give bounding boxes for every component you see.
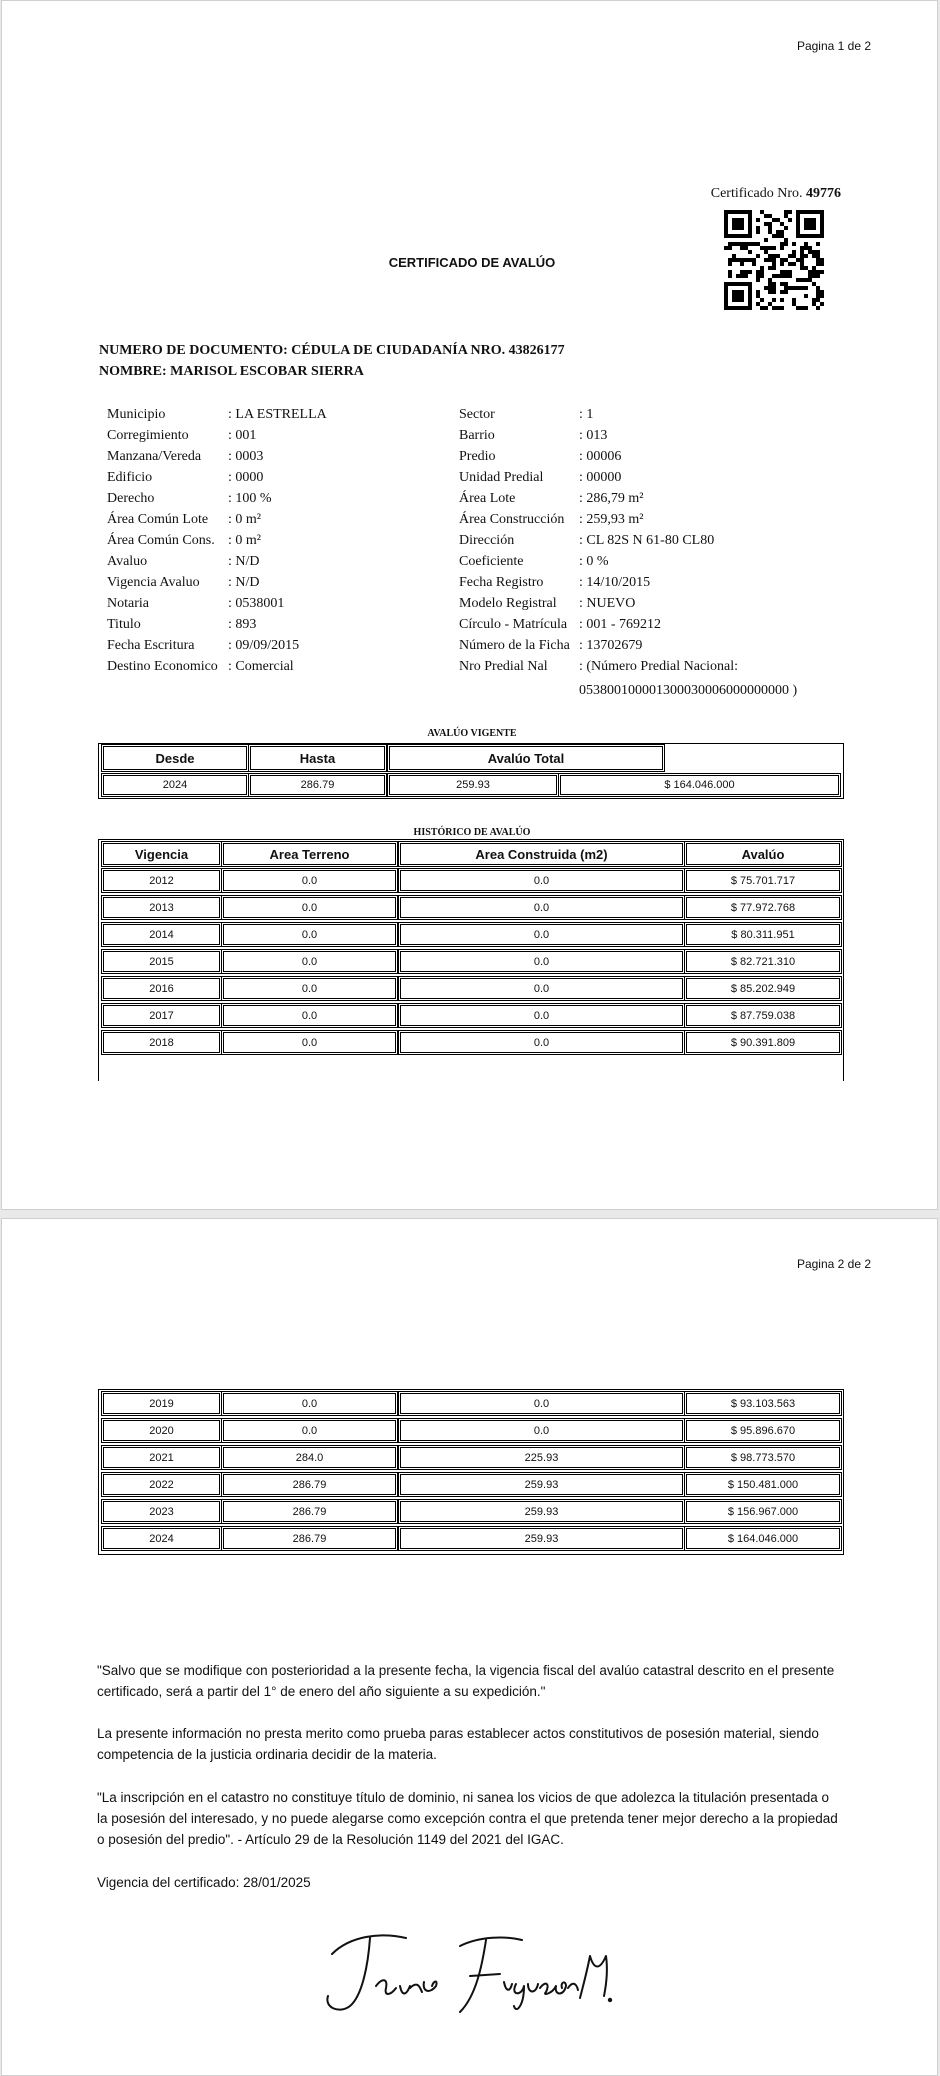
history-cell: 259.93 (400, 1528, 683, 1549)
history-cell: 2012 (103, 870, 220, 891)
right-field-label: Sector (459, 407, 495, 422)
left-field-value: : Comercial (228, 659, 294, 674)
left-field-value: : 0538001 (228, 596, 285, 611)
right-field-value: : 13702679 (579, 638, 643, 653)
history-cell: 2023 (103, 1501, 220, 1522)
right-field-value: : NUEVO (579, 596, 636, 611)
certificate-page-1 (1, 0, 938, 1210)
left-field-label: Corregimiento (107, 428, 189, 443)
history-cell: 259.93 (400, 1474, 683, 1495)
history-cell: $ 98.773.570 (686, 1447, 840, 1468)
history-cell: 2018 (103, 1032, 220, 1053)
history-cell: 0.0 (400, 1420, 683, 1441)
right-field-value: : 1 (579, 407, 594, 422)
right-field-label: Área Lote (459, 491, 516, 506)
current-header-2: Avalúo Total (389, 746, 663, 770)
history-cell: 225.93 (400, 1447, 683, 1468)
history-cell: 2015 (103, 951, 220, 972)
history-cell: $ 156.967.000 (686, 1501, 840, 1522)
left-field-label: Titulo (107, 617, 141, 632)
history-cell: 2019 (103, 1393, 220, 1414)
current-appraisal-title: AVALÚO VIGENTE (427, 728, 517, 739)
history-cell: $ 93.103.563 (686, 1393, 840, 1414)
left-field-value: : N/D (228, 554, 260, 569)
page-number: Pagina 2 de 2 (796, 1257, 871, 1271)
right-field-label: Barrio (459, 428, 495, 443)
history-cell: $ 150.481.000 (686, 1474, 840, 1495)
left-field-label: Manzana/Vereda (107, 449, 202, 464)
right-field-value: : 286,79 m² (579, 491, 644, 506)
history-cell: 0.0 (400, 1393, 683, 1414)
history-cell: 2017 (103, 1005, 220, 1026)
left-field-value: : 001 (228, 428, 257, 443)
right-field-label: Nro Predial Nal (459, 659, 548, 674)
history-cell: $ 85.202.949 (686, 978, 840, 999)
signature (310, 1926, 620, 2016)
document-title: CERTIFICADO DE AVALÚO (388, 255, 556, 270)
history-cell: 0.0 (223, 951, 396, 972)
paragraph-cadastre-article: "La inscripción en el catastro no constituye título de dominio, ni sanea los vicios de que adolezca la titulación presentada o la posesión del interesado, y no puede alegarse como excepción contra el que pretenda tener mejor derecho a la propiedad o posesión del predio". - Artículo 29 de la Resolución 1149 del 2021 del IGAC. (97, 1790, 838, 1847)
right-field-value: : CL 82S N 61-80 CL80 (579, 533, 715, 548)
document-number: NUMERO DE DOCUMENTO: CÉDULA DE CIUDADANÍA NRO. 43826177 (99, 343, 565, 358)
left-field-label: Avaluo (107, 554, 148, 569)
left-field-value: : 0000 (228, 470, 264, 485)
holder-name: NOMBRE: MARISOL ESCOBAR SIERRA (99, 364, 364, 379)
left-field-label: Edificio (107, 470, 153, 485)
history-header-1: Area Terreno (223, 843, 396, 865)
right-field-label: Fecha Registro (459, 575, 544, 590)
history-cell: 2022 (103, 1474, 220, 1495)
right-field-value: : 001 - 769212 (579, 617, 662, 632)
history-cell: 0.0 (223, 978, 396, 999)
right-field-label: Número de la Ficha (459, 638, 570, 653)
history-cell: 0.0 (400, 1005, 683, 1026)
right-field-value: : 00006 (579, 449, 622, 464)
history-header-3: Avalúo (686, 843, 840, 865)
history-cell: $ 164.046.000 (686, 1528, 840, 1549)
history-cell: $ 80.311.951 (686, 924, 840, 945)
history-cell: $ 75.701.717 (686, 870, 840, 891)
left-field-label: Fecha Escritura (107, 638, 195, 653)
history-cell: $ 82.721.310 (686, 951, 840, 972)
certificate-number-line (711, 186, 841, 202)
right-field-label: Unidad Predial (459, 470, 544, 485)
history-cell: 2024 (103, 1528, 220, 1549)
certificate-validity: Vigencia del certificado: 28/01/2025 (97, 1875, 311, 1890)
current-header-0: Desde (103, 746, 247, 770)
history-title: HISTÓRICO DE AVALÚO (413, 827, 531, 838)
history-cell: 0.0 (223, 1005, 396, 1026)
history-cell: 0.0 (223, 870, 396, 891)
property-info-left (107, 407, 447, 687)
history-cell: 0.0 (223, 924, 396, 945)
right-field-value: : 0 % (579, 554, 609, 569)
history-cell: $ 87.759.038 (686, 1005, 840, 1026)
left-field-value: : 100 % (228, 491, 272, 506)
history-cell: 0.0 (400, 870, 683, 891)
left-field-label: Vigencia Avaluo (107, 575, 200, 590)
left-field-value: : 0 m² (228, 512, 261, 527)
left-field-label: Área Común Lote (107, 512, 209, 527)
history-cell: 2021 (103, 1447, 220, 1468)
history-cell: 0.0 (400, 1032, 683, 1053)
left-field-value: : 0003 (228, 449, 264, 464)
paragraph-no-proof: La presente información no presta merito como prueba paras establecer actos constitutivos de posesión material, siendo competencia de la justicia ordinaria decidir de la materia. (97, 1726, 819, 1762)
property-info-right (459, 407, 879, 707)
current-cell: $ 164.046.000 (560, 775, 839, 795)
current-cell: 286.79 (250, 775, 385, 795)
history-cell: 0.0 (400, 924, 683, 945)
current-cell: 2024 (103, 775, 247, 795)
paragraph-fiscal-validity: "Salvo que se modifique con posterioridad a la presente fecha, la vigencia fiscal del avalúo catastral descrito en el presente certificado, será a partir del 1° de enero del año siguiente a su expedición." (97, 1663, 835, 1699)
history-header-0: Vigencia (103, 843, 220, 865)
history-cell: 286.79 (223, 1474, 396, 1495)
left-field-label: Municipio (107, 407, 166, 422)
certificate-label: Certificado Nro. (710, 186, 803, 201)
left-field-label: Notaria (107, 596, 149, 611)
history-cell: 284.0 (223, 1447, 396, 1468)
current-header-1: Hasta (250, 746, 385, 770)
predial-number-continuation: 053800100001300030006000000000 ) (579, 683, 798, 698)
right-field-value: : 14/10/2015 (579, 575, 651, 590)
history-cell: 0.0 (223, 1393, 396, 1414)
history-cell: 2020 (103, 1420, 220, 1441)
left-field-value: : 893 (228, 617, 257, 632)
right-field-value: : 013 (579, 428, 608, 443)
right-field-label: Área Construcción (459, 512, 565, 527)
left-field-label: Destino Economico (107, 659, 218, 674)
page-number: Pagina 1 de 2 (796, 39, 871, 53)
history-cell: 0.0 (223, 1032, 396, 1053)
history-cell: 2013 (103, 897, 220, 918)
history-cell: 259.93 (400, 1501, 683, 1522)
history-cell: 0.0 (400, 978, 683, 999)
history-cell: 286.79 (223, 1501, 396, 1522)
right-field-label: Dirección (459, 533, 515, 548)
history-cell: $ 95.896.670 (686, 1420, 840, 1441)
right-field-value: : (Número Predial Nacional: (579, 659, 739, 674)
certificate-number: 49776 (806, 186, 841, 201)
history-cell: 0.0 (223, 1420, 396, 1441)
history-cell: 0.0 (400, 897, 683, 918)
history-cell: 0.0 (223, 897, 396, 918)
left-field-label: Área Común Cons. (107, 533, 215, 548)
right-field-label: Modelo Registral (459, 596, 557, 611)
right-field-value: : 00000 (579, 470, 622, 485)
left-field-value: : 0 m² (228, 533, 261, 548)
history-cell: $ 90.391.809 (686, 1032, 840, 1053)
history-cell: 286.79 (223, 1528, 396, 1549)
history-cell: $ 77.972.768 (686, 897, 840, 918)
history-cell: 2016 (103, 978, 220, 999)
left-field-value: : N/D (228, 575, 260, 590)
left-field-label: Derecho (107, 491, 155, 506)
history-header-2: Area Construida (m2) (400, 843, 683, 865)
left-field-value: : LA ESTRELLA (228, 407, 327, 422)
right-field-value: : 259,93 m² (579, 512, 644, 527)
right-field-label: Predio (459, 449, 496, 464)
history-cell: 2014 (103, 924, 220, 945)
current-cell: 259.93 (389, 775, 557, 795)
right-field-label: Círculo - Matrícula (459, 617, 568, 632)
right-field-label: Coeficiente (459, 554, 524, 569)
left-field-value: : 09/09/2015 (228, 638, 300, 653)
history-cell: 0.0 (400, 951, 683, 972)
